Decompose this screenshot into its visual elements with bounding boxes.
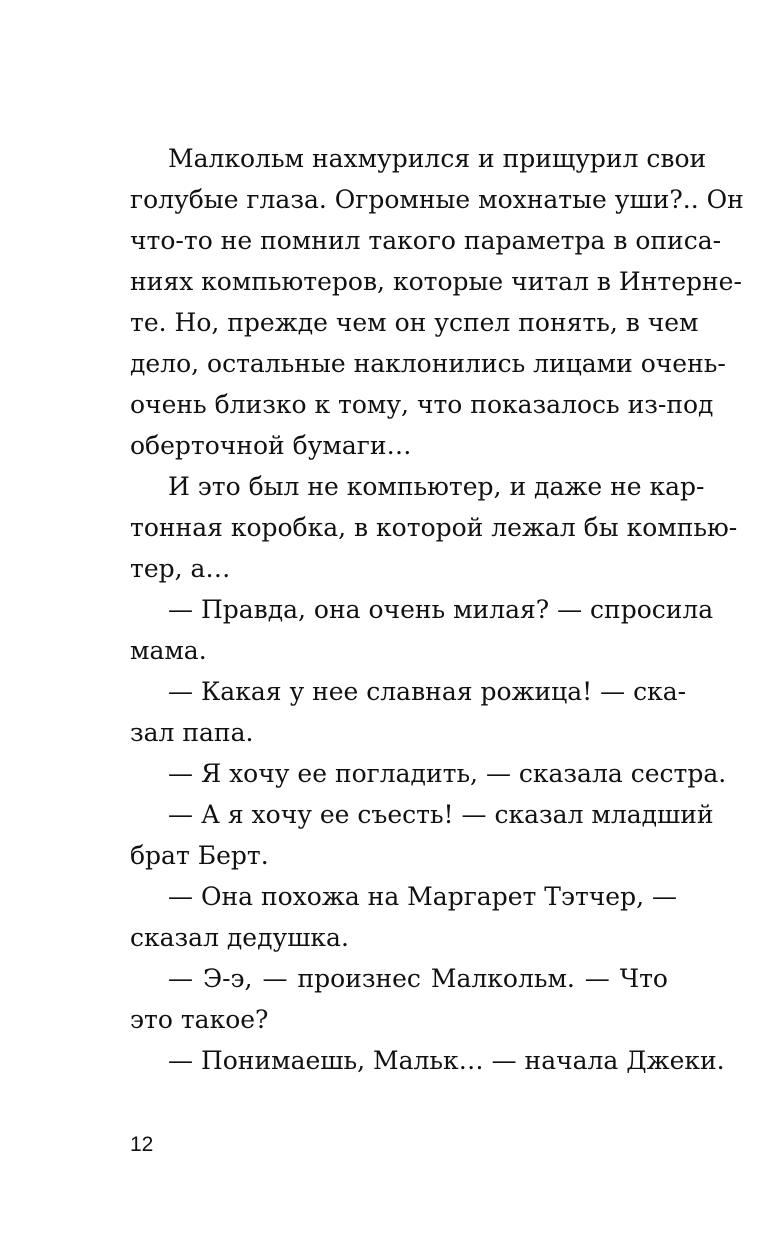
text-line: ниях компьютеров, которые читал в Интерне- xyxy=(130,267,742,296)
text-line: голубые глаза. Огромные мохнатые уши?.. Он xyxy=(130,185,744,214)
body-text xyxy=(130,138,744,1081)
text-line: — А я хочу ее съесть! — сказал младший xyxy=(168,800,714,829)
text-line: тер, а… xyxy=(130,554,231,583)
text-line: дело, остальные наклонились лицами очень- xyxy=(130,349,726,378)
text-line: И это был не компьютер, и даже не кар- xyxy=(168,472,705,501)
text-line: брат Берт. xyxy=(130,841,269,870)
text-line: — Она похожа на Маргарет Тэтчер, — xyxy=(168,882,677,911)
text-line: — Понимаешь, Мальк… — начала Джеки. xyxy=(168,1046,725,1075)
text-line: — Правда, она очень милая? — спросила xyxy=(168,595,714,624)
text-line: — Я хочу ее погладить, — сказала сестра. xyxy=(168,759,727,788)
text-line: тонная коробка, в которой лежал бы компью- xyxy=(130,513,738,542)
text-line: что-то не помнил такого параметра в описа- xyxy=(130,226,722,255)
text-line: сказал дедушка. xyxy=(130,923,349,952)
text-line: — Какая у нее славная рожица! — ска- xyxy=(168,677,687,706)
text-line: очень близко к тому, что показалось из-под xyxy=(130,390,714,419)
text-line: мама. xyxy=(130,636,207,665)
page-number: 12 xyxy=(130,1133,154,1156)
text-line: это такое? xyxy=(130,1005,269,1034)
text-line: Малкольм нахмурился и прищурил свои xyxy=(168,144,707,173)
text-line: — Э-э, — произнес Малкольм. — Что xyxy=(168,964,668,993)
text-line: оберточной бумаги… xyxy=(130,431,412,460)
text-line: те. Но, прежде чем он успел понять, в чем xyxy=(130,308,699,337)
text-line: зал папа. xyxy=(130,718,254,747)
